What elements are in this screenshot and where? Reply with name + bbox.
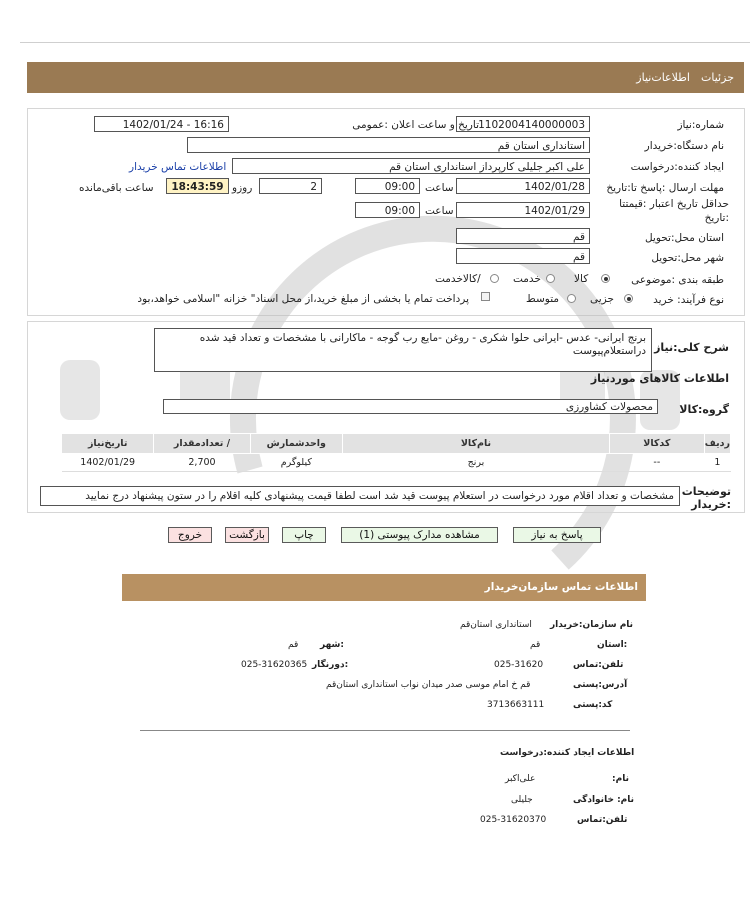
col-unit: واحدشمارش <box>250 434 342 454</box>
requester-name-label: نام: <box>612 774 629 784</box>
requester-family: جلیلی <box>511 795 533 805</box>
contact-address-label: آدرس:پستی <box>573 680 628 690</box>
process-medium-radio[interactable] <box>567 294 576 303</box>
contact-title: اطلاعات تماس سازمان‌خریدار <box>484 581 638 593</box>
attachments-button[interactable]: مشاهده مدارک پیوستی (1) <box>341 527 498 543</box>
deadline-time-label: ساعت <box>425 182 454 194</box>
row-name: برنج <box>343 454 610 472</box>
treasury-payment-checkbox[interactable] <box>481 292 490 301</box>
requester-phone-label: تلفن:تماس <box>577 815 628 825</box>
contact-city: قم <box>288 640 299 650</box>
col-name: نام‌کالا <box>343 434 610 454</box>
contact-city-label: :شهر <box>320 640 344 650</box>
col-date: تاریخ‌نیاز <box>62 434 154 454</box>
category-service-radio[interactable] <box>546 274 555 283</box>
contact-address: قم خ امام موسی صدر میدان نواب استانداری استان‌قم <box>326 680 531 690</box>
category-goods-service-label: /کالاخدمت <box>435 273 481 285</box>
province-field: قم <box>456 228 590 244</box>
validity-date-field: 1402/01/29 <box>456 202 590 218</box>
back-button[interactable]: بازگشت <box>225 527 269 543</box>
validity-time-label: ساعت <box>425 205 454 217</box>
top-rule <box>20 42 750 43</box>
city-label: شهر محل:تحویل <box>651 252 724 264</box>
remaining-time-field: 18:43:59 <box>166 178 229 194</box>
days-label: روزو <box>232 182 253 194</box>
process-minor-radio[interactable] <box>624 294 633 303</box>
category-goods-service-radio[interactable] <box>490 274 499 283</box>
reply-button[interactable]: پاسخ به نیاز <box>513 527 601 543</box>
contact-postal: 3713663111 <box>487 700 545 710</box>
goods-group-field: محصولات کشاورزی <box>163 399 658 414</box>
category-goods-radio[interactable] <box>601 274 610 283</box>
buyer-org-field: استانداری استان قم <box>187 137 590 153</box>
tab-details[interactable]: جزئیات <box>701 71 734 84</box>
process-minor-label: جزیی <box>590 293 614 305</box>
row-unit: کیلوگرم <box>250 454 342 472</box>
buyer-org-label: نام دستگاه:خریدار <box>644 140 724 152</box>
category-goods-label: کالا <box>574 273 589 285</box>
contact-fax: 025-31620365 <box>241 660 308 670</box>
announce-field: 1402/01/24 - 16:16 <box>94 116 229 132</box>
contact-fax-label: :دورنگار <box>312 660 349 670</box>
table-row <box>62 454 731 472</box>
need-number-field: 1102004140000003 <box>456 116 590 132</box>
buyer-contact-link[interactable]: اطلاعات تماس خریدار <box>129 161 227 173</box>
process-medium-label: متوسط <box>526 293 559 305</box>
contact-province-label: :استان <box>597 640 628 650</box>
contact-phone-label: تلفن:تماس <box>573 660 624 670</box>
goods-table <box>61 433 731 472</box>
requester-name: علی‌اکبر <box>505 774 536 784</box>
contact-bar <box>122 574 646 601</box>
contact-province: قم <box>530 640 541 650</box>
category-label: طبقه بندی :موضوعی <box>631 274 724 286</box>
creator-field: علی اکبر جلیلی کارپرداز استانداری استان قم <box>232 158 590 174</box>
creator-label: ایجاد کننده:درخواست <box>630 161 724 173</box>
remaining-label: ساعت باقی‌مانده <box>79 182 154 194</box>
summary-text: برنج ایرانی- عدس -ایرانی حلوا شکری - روغن -مایع رب گوجه - ماکارانی با مشخصات و تعداد قید شده دراستعلام‌پیوست <box>154 328 652 372</box>
deadline-date-field: 1402/01/28 <box>456 178 590 194</box>
need-number-label: شماره:نیاز <box>677 119 724 131</box>
exit-button[interactable]: خروج <box>168 527 212 543</box>
requester-family-label: نام: خانوادگی <box>573 795 635 805</box>
goods-group-label: گروه:کالا <box>679 403 729 416</box>
summary-label: شرح کلی:نیاز <box>654 341 729 354</box>
print-button[interactable]: چاپ <box>282 527 326 543</box>
buyer-notes-text: مشخصات و تعداد اقلام مورد درخواست در استعلام پیوست قید شد است لطفا قیمت پیشنهادی کلیه اقلام را در ستون پیشنهاد درج نمایید <box>40 486 680 506</box>
requester-phone: 025-31620370 <box>480 815 547 825</box>
header-bar <box>27 62 744 93</box>
days-field: 2 <box>259 178 322 194</box>
treasury-payment-note: پرداخت تمام یا بخشی از مبلغ خرید،از محل اسناد" خزانه "اسلامی خواهد،بود <box>137 293 469 305</box>
contact-org: استانداری استان‌قم <box>460 620 532 630</box>
requester-title: اطلاعات ایجاد کننده:درخواست <box>500 748 635 758</box>
deadline-time-field: 09:00 <box>355 178 420 194</box>
validity-label: حداقل تاریخ اعتبار :قیمتتا :تاریخ <box>619 198 729 224</box>
col-qty: / تعدادمقدار <box>154 434 250 454</box>
contact-postal-label: کد:پستی <box>573 700 613 710</box>
buyer-notes-label: توضیحات :خریدار <box>681 485 731 511</box>
col-index: ردیف <box>704 434 730 454</box>
col-code: کدکالا <box>609 434 704 454</box>
city-field: قم <box>456 248 590 264</box>
category-service-label: خدمت <box>513 273 541 285</box>
deadline-label: مهلت ارسال :پاسخ تا:تاریخ <box>606 182 724 194</box>
row-code: -- <box>609 454 704 472</box>
row-index: 1 <box>704 454 730 472</box>
province-label: استان محل:تحویل <box>644 232 724 244</box>
contact-divider <box>140 730 630 731</box>
row-qty: 2,700 <box>154 454 250 472</box>
contact-org-label: نام سازمان:خریدار <box>550 620 634 630</box>
validity-time-field: 09:00 <box>355 202 420 218</box>
process-label: نوع فرآیند: خرید <box>653 294 724 306</box>
announce-label: تاریخ و ساعت اعلان :عمومی <box>352 119 479 131</box>
row-date: 1402/01/29 <box>62 454 154 472</box>
goods-title: اطلاعات کالاهای موردنیاز <box>590 372 729 385</box>
tab-need-info[interactable]: اطلاعات‌نیاز <box>636 71 690 84</box>
contact-phone: 025-31620 <box>494 660 544 670</box>
